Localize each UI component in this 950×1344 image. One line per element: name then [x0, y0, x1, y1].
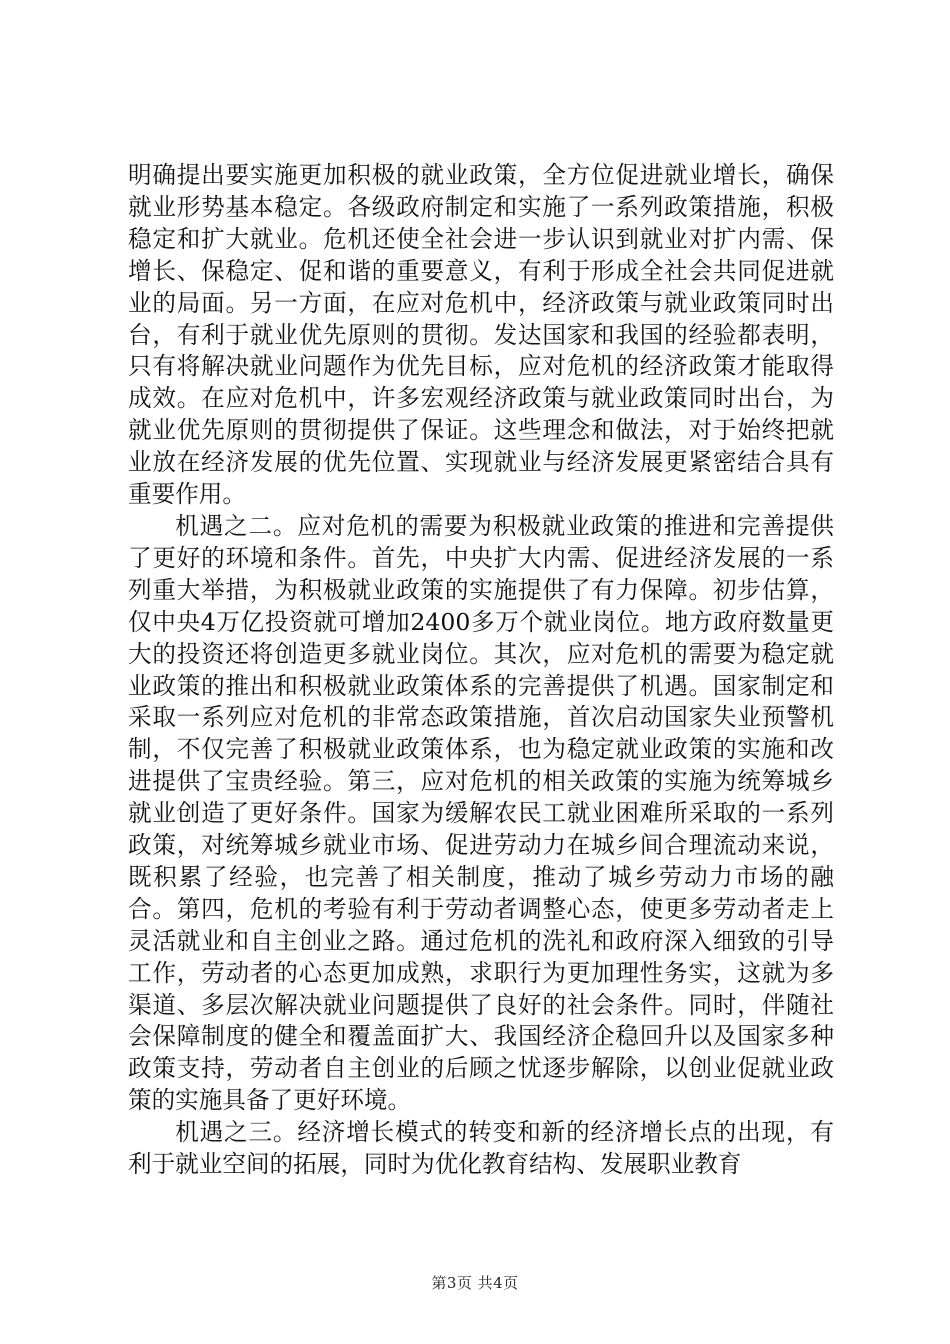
paragraph-opportunity-2: 机遇之二。应对危机的需要为积极就业政策的推进和完善提供了更好的环境和条件。首先，中央扩大内需、促进经济发展的一系列重大举措，为积极就业政策的实施提供了有力保障。初步估算，仅中央4万亿投资就可增加2400多万个就业岗位。地方政府数量更大的投资还将创造更多就业岗位。其次，应对危机的需要为稳定就业政策的推出和积极就业政策体系的完善提供了机遇。国家制定和采取一系列应对危机的非常态政策措施，首次启动国家失业预警机制，不仅完善了积极就业政策体系，也为稳定就业政策的实施和改进提供了宝贵经验。第三，应对危机的相关政策的实施为统筹城乡就业创造了更好条件。国家为缓解农民工就业困难所采取的一系列政策，对统筹城乡就业市场、促进劳动力在城乡间合理流动来说，既积累了经验，也完善了相关制度，推动了城乡劳动力市场的融合。第四，危机的考验有利于劳动者调整心态，使更多劳动者走上灵活就业和自主创业之路。通过危机的洗礼和政府深入细致的引导工作，劳动者的心态更加成熟，求职行为更加理性务实，这就为多渠道、多层次解决就业问题提供了良好的社会条件。同时，伴随社会保障制度的健全和覆盖面扩大、我国经济企稳回升以及国家多种政策支持，劳动者自主创业的后顾之忧逐步解除，以创业促就业政策的实施具备了更好环境。	[128, 511, 834, 1115]
page-footer: 第3页 共4页	[431, 1274, 519, 1292]
paragraph-continued: 明确提出要实施更加积极的就业政策，全方位促进就业增长，确保就业形势基本稳定。各级政府制定和实施了一系列政策措施，积极稳定和扩大就业。危机还使全社会进一步认识到就业对扩内需、保增长、保稳定、促和谐的重要意义，有利于形成全社会共同促进就业的局面。另一方面，在应对危机中，经济政策与就业政策同时出台，有利于就业优先原则的贯彻。发达国家和我国的经验都表明，只有将解决就业问题作为优先目标，应对危机的经济政策才能取得成效。在应对危机中，许多宏观经济政策与就业政策同时出台，为就业优先原则的贯彻提供了保证。这些理念和做法，对于始终把就业放在经济发展的优先位置、实现就业与经济发展更紧密结合具有重要作用。	[128, 161, 834, 509]
document-body	[128, 160, 834, 1181]
paragraph-opportunity-3: 机遇之三。经济增长模式的转变和新的经济增长点的出现，有利于就业空间的拓展，同时为优化教育结构、发展职业教育	[128, 1118, 834, 1179]
